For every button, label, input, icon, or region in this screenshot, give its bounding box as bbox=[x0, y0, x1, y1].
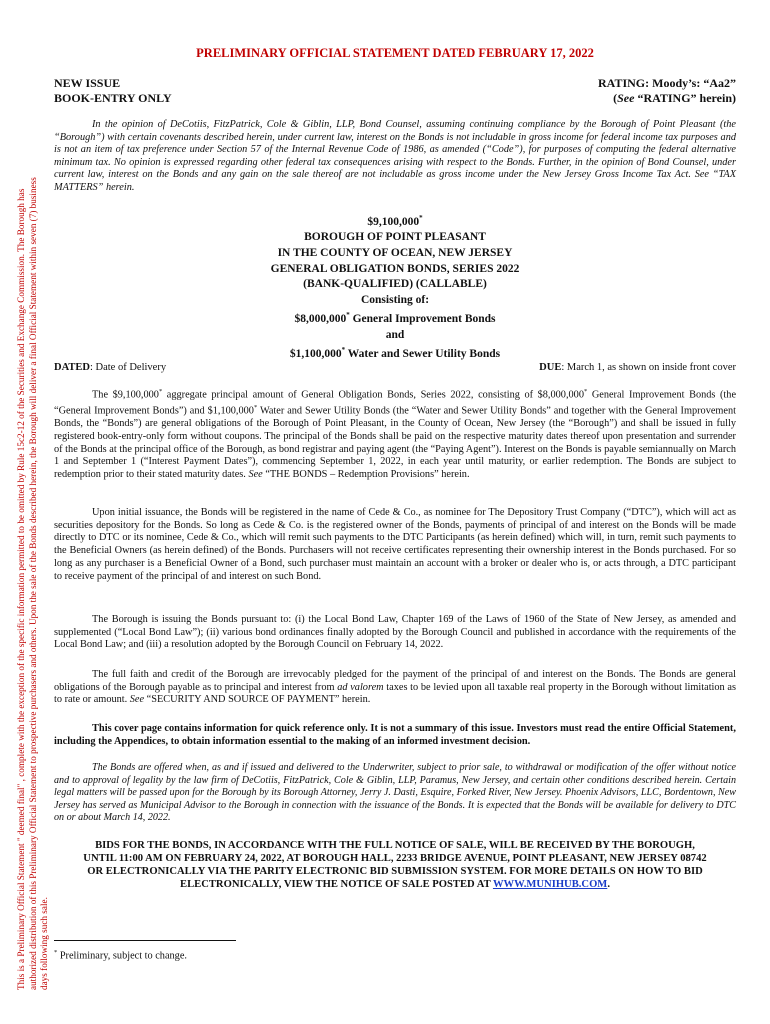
bond-qualifiers: (BANK-QUALIFIED) (CALLABLE) bbox=[303, 278, 487, 291]
quick-reference-notice: This cover page contains information for quick reference only. It is not a summary of this issue. Investors must read the entire Official Statement, including the Appendices, to obtain information essential to the making of an informed investment decision. bbox=[54, 723, 736, 747]
bids-line-2: UNTIL 11:00 AM ON FEBRUARY 24, 2022, AT BOROUGH HALL, 2233 BRIDGE AVENUE, POINT PLEASANT, NEW JERSEY 08742 bbox=[83, 853, 707, 864]
rating-block bbox=[598, 76, 736, 106]
issue-type bbox=[54, 76, 172, 106]
book-entry-label: BOOK-ENTRY ONLY bbox=[54, 91, 172, 105]
munihub-link[interactable]: WWW.MUNIHUB.COM bbox=[492, 879, 608, 890]
rating-see: (See “RATING” herein) bbox=[613, 91, 736, 105]
due-line: DUE: March 1, as shown on inside front cover bbox=[539, 362, 736, 373]
new-issue-label: NEW ISSUE bbox=[54, 76, 121, 90]
issuer-name: BOROUGH OF POINT PLEASANT bbox=[304, 231, 486, 244]
and-label: and bbox=[385, 328, 405, 341]
consisting-of: Consisting of: bbox=[360, 293, 430, 306]
bids-notice bbox=[54, 839, 736, 891]
book-entry-paragraph: Upon initial issuance, the Bonds will be registered in the name of Cede & Co., as nominee for The Depository Trust Company (“DTC”), which will act as securities depository for the Bonds. So long as Cede & Co. is the registered owner of the Bonds, payments of principal of and interest on the Bonds will be made directly to DTC or its nominee, Cede & Co., which will remit such payments to the DTC Participants (as herein defined) which will, in turn, remit such payments to the Beneficial Owners (as herein defined) of the Bonds. Purchasers will not receive certificates representing their ownership interest in the Bonds purchased. For so long as any purchaser is a Beneficial Owner of a Bond, such purchaser must maintain an account with a broker or dealer who is, or acts through, a DTC participant to receive payment of the principal of and interest on such Bond. bbox=[54, 507, 736, 582]
rating-label: RATING: Moody’s: “Aa2” bbox=[598, 76, 736, 90]
series-name: GENERAL OBLIGATION BONDS, SERIES 2022 bbox=[270, 262, 520, 275]
bonds-description: The $9,100,000* aggregate principal amount of General Obligation Bonds, Series 2022, consisting of $8,000,000* General Improvement Bonds (the “General Improvement Bonds”) and $1,100,000* Water and Sewer Utility Bonds (the “Water and Sewer Utility Bonds” and together with the General Improvement Bonds, the “Bonds”) are general obligations of the Borough of Point Pleasant, in the County of Ocean, New Jersey (the “Borough”) and shall be issued in fully registered book-entry-only form without coupons. The principal of the Bonds shall be paid on the respective maturity dates thereof upon presentation and surrender of the Bonds at the principal office of the Borough, as bond registrar and paying agent (the “Paying Agent”). Interest on the Bonds is payable semiannually on March 1 and September 1 (“Interest Payment Dates”), commencing September 1, 2022, in each year until maturity, or earlier redemption. The Bonds are subject to redemption prior to their stated maturity dates. See “THE BONDS – Redemption Provisions” herein. bbox=[54, 388, 737, 481]
issuer-county: IN THE COUNTY OF OCEAN, NEW JERSEY bbox=[277, 247, 513, 260]
sidebar-line-1: This is a Preliminary Official Statement " deemed final" , complete with the exception of the specific information permitted to be omitted by Rule 15c2-12 of the Securities and Exchange Commission. The Borough has bbox=[16, 188, 26, 990]
general-improvement-bonds: $8,000,000* General Improvement Bonds bbox=[294, 311, 496, 326]
offering-terms: The Bonds are offered when, as and if issued and delivered to the Underwriter, subject to prior sale, to withdrawal or modification of the offer without notice and to approval of legality by the law firm of DeCotiis, FitzPatrick, Cole & Giblin, LLP, Paramus, New Jersey, and certain other conditions described herein. Certain legal matters will be passed upon for the Borough by its Borough Attorney, Jerry J. Dasti, Esquire, Forked River, New Jersey. Phoenix Advisors, LLC, Bordentown, New Jersey has served as Municipal Advisor to the Borough in connection with the issuance of the Bonds. It is expected that the Bonds will be available for delivery to DTC on or about March 14, 2022. bbox=[54, 762, 736, 824]
bond-title-block bbox=[54, 211, 736, 363]
sidebar-line-2: authorized distribution of this Preliminary Official Statement to prospective purchasers and others. Upon the sale of the Bonds described herein, the Borough will deliver a final Official Statement within seven (7) business bbox=[27, 177, 38, 990]
tax-opinion: In the opinion of DeCotiis, FitzPatrick, Cole & Giblin, LLP, Bond Counsel, assuming continuing compliance by the Borough of Point Pleasant (the “Borough”) with certain covenants described herein, under current law, interest on the Bonds is not includable in gross income for federal income tax purposes and is not an item of tax preference under Section 57 of the Internal Revenue Code of 1986, as amended (“Code”), for purposes of computing the federal alternative minimum tax. No opinion is expressed regarding other federal tax consequences arising with respect to the Bonds. Further, in the opinion of Bond Counsel, under current law, interest on the Bonds and any gain on the sale thereof are not includable as gross income under the New Jersey Gross Income Tax Act. See “TAX MATTERS” herein. bbox=[54, 119, 736, 193]
bids-line-1: BIDS FOR THE BONDS, IN ACCORDANCE WITH THE FULL NOTICE OF SALE, WILL BE RECEIVED BY THE BOROUGH, bbox=[95, 840, 695, 851]
water-sewer-bonds: $1,100,000* Water and Sewer Utility Bonds bbox=[289, 346, 501, 361]
total-amount: $9,100,000* bbox=[367, 214, 423, 228]
footnote: * Preliminary, subject to change. bbox=[54, 949, 187, 962]
bids-line-3: OR ELECTRONICALLY VIA THE PARITY ELECTRONIC BID SUBMISSION SYSTEM. FOR MORE DETAILS ON HOW TO BID bbox=[87, 866, 703, 877]
bids-line-4: ELECTRONICALLY, VIEW THE NOTICE OF SALE POSTED AT WWW.MUNIHUB.COM. bbox=[180, 879, 610, 890]
sidebar-disclaimer bbox=[0, 0, 50, 1024]
authorization-paragraph: The Borough is issuing the Bonds pursuant to: (i) the Local Bond Law, Chapter 169 of the Laws of 1960 of the State of New Jersey, as amended and supplemented (“Local Bond Law”); (ii) various bond ordinances finally adopted by the Borough Council and published in accordance with the requirements of the Local Bond Law; and (iii) a resolution adopted by the Borough Council on February 14, 2022. bbox=[54, 614, 736, 651]
footnote-divider bbox=[54, 940, 236, 941]
dated-line: DATED: Date of Delivery bbox=[54, 362, 167, 373]
preliminary-title: PRELIMINARY OFFICIAL STATEMENT DATED FEBRUARY 17, 2022 bbox=[196, 46, 594, 60]
sidebar-line-3: days following such sale. bbox=[39, 897, 50, 990]
security-paragraph: The full faith and credit of the Borough are irrevocably pledged for the payment of the principal of and interest on the Bonds. The Bonds are general obligations of the Borough payable as to principal and interest from ad valorem taxes to be levied upon all taxable real property in the Borough without limitation as to rate or amount. See “SECURITY AND SOURCE OF PAYMENT” herein. bbox=[54, 669, 736, 706]
